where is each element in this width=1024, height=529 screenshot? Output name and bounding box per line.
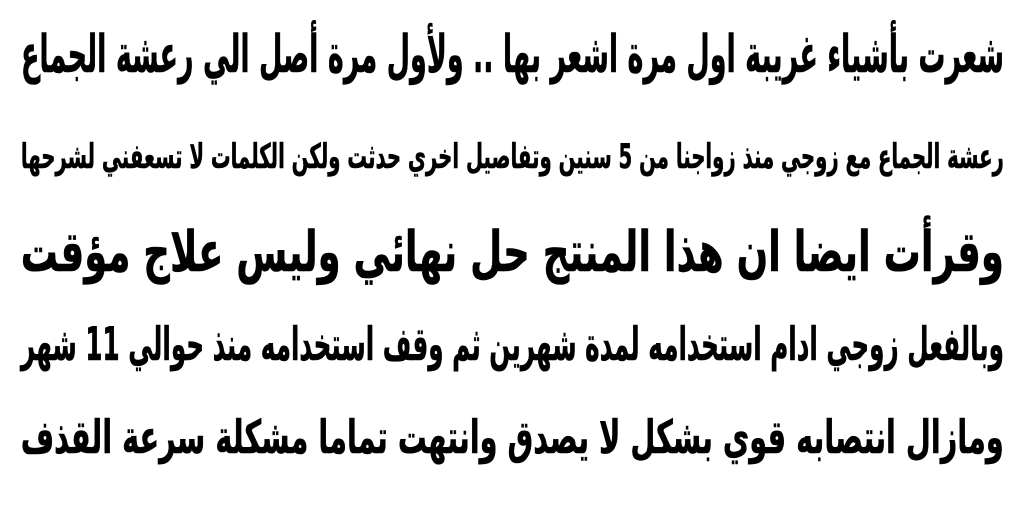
testimonial-row-3	[0, 205, 1024, 300]
testimonial-row-4	[0, 300, 1024, 390]
bottom-whitespace	[0, 485, 1024, 529]
testimonial-row-2	[0, 110, 1024, 205]
testimonial-line-1: شعرت بأشياء غريبة اول مرة اشعر بها .. ولأول مرة أصل الي رعشة الجماع	[20, 24, 1004, 85]
testimonial-line-3: وقرأت ايضا ان هذا المنتج حل نهائي وليس علاج مؤقت	[20, 219, 1004, 285]
testimonial-row-5	[0, 390, 1024, 485]
testimonial-line-5: ومازال انتصابه قوي بشكل لا يصدق وانتهت تماما مشكلة سرعة القذف	[20, 409, 1004, 464]
testimonial-line-2: رعشة الجماع مع زوجي منذ زواجنا من 5 سنين وتفاصيل اخري حدثت ولكن الكلمات لا تسعفني لشرحها	[20, 137, 1004, 178]
testimonial-line-4: وبالفعل زوجي ادام استخدامه لمدة شهرين ثم وقف استخدامه منذ حوالي 11 شهر	[20, 317, 1004, 372]
testimonial-row-1	[0, 0, 1024, 110]
